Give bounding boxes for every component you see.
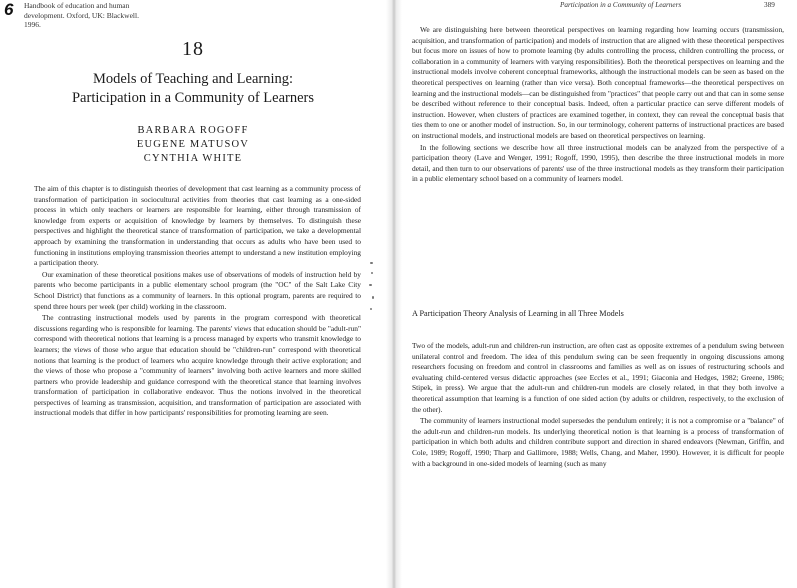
body-paragraph: The contrasting instructional models used by parents in the program correspond with theoretical discussions regarding who is responsible for learning. The parents' views that education should be "adult-run" correspond with theoretical notions that learning is a process managed by experts who transmit knowledge to learners; the views of those who argue that education should be "children-run" correspond with theoretical notions that learning is the product of learners who acquire knowledge through their active exploration; and the views of those who propose a "community of learners" involving both active learners and more skilled partners who provide leadership and guidance correspond with the theoretical stance that learning involves transformation of participation in collaborative endeavor. Thus the notions involved in the theoretical perspectives of learning as transmission, acquisition, and transformation of participation are associated with instructional models that differ in how participants' responsibilities for promoting learning are seen. [34,313,361,418]
running-head: Participation in a Community of Learners [560,1,682,9]
body-paragraph: The aim of this chapter is to distinguish theories of development that cast learning as a community process of transformation of participation in sociocultural activities from theories that cast learning as a one-sided process in which only teachers or learners are responsible for learning, either through transmission of knowledge from experts or acquisition of knowledge by learners by themselves. To distinguish these perspectives and highlight the theoretical stance of transformation of participation, we take a developmental approach by examining the transformation in understanding that occurs as adults who have been used to functioning in institutions employing transmission theories attempt to understand a new institution employing a participation theory. [34,184,361,268]
chapter-title-line: Participation in a Community of Learners [71,90,314,106]
source-citation [24,1,139,30]
author-list [0,124,386,166]
source-line: Handbook of education and human [24,1,130,10]
body-paragraph: Two of the models, adult-run and children-run instruction, are often cast as opposite extremes of a pendulum swing between unilateral control and freedom. The idea of this pendulum swing can be seen frequently in ongoing discussions among researchers focusing on freedom and control in classrooms and families as well as on issues of restructuring schools and evaluating child-centered versus didactic approaches (see Eccles et al., 1991; Giaconia and Hedges, 1982; Greene, 1986; Stipek, in press). We argue that the adult-run and children-run models are closely related, in that they both involve a theoretical assumption that learning is a function of one sided action (by adults or children, respectively, to the exclusion of the other). [412,341,784,414]
source-line: 1996. [24,20,41,29]
author-name: EUGENE MATUSOV [136,139,250,150]
handwritten-page-mark: 6 [4,0,14,19]
body-paragraph: The community of learners instructional model supersedes the pendulum entirely; it is not a compromise or a "balance" of the adult-run and children-run models. Its underlying theoretical notion is that learning is a process of transformation of participation in which both adults and children contribute support and direction in shared endeavors (Newman, Griffin, and Cole, 1989; Rogoff, 1990; Tharp and Gallimore, 1988; Wells, Chang, and Maher, 1990). However, it is difficult for people with a background in one-sided models of learning (such as many [412,416,784,468]
section-heading: A Participation Theory Analysis of Learning in all Three Models [412,309,624,318]
left-body-text [34,184,361,420]
author-name: CYNTHIA WHITE [143,153,243,164]
body-paragraph: In the following sections we describe how all three instructional models can be analyzed from the perspective of a participation theory (Lave and Wenger, 1991; Rogoff, 1990, 1995), then describe the three instructional models in more detail, and then turn to our observations of parents' use of the three instructional models as they transform their participation in a public elementary school based on a community of learners model. [412,142,784,184]
book-gutter [386,0,402,588]
chapter-title [0,70,386,108]
right-body-text-bottom [412,341,784,470]
scan-speck [370,308,372,310]
chapter-title-line: Models of Teaching and Learning: [92,71,294,87]
scan-speck [369,284,372,286]
page-number: 389 [764,1,775,9]
scan-speck [371,272,373,274]
author-name: BARBARA ROGOFF [137,125,249,136]
source-line: development. Oxford, UK: Blackwell. [24,10,139,20]
scan-speck [372,296,374,299]
body-paragraph: Our examination of these theoretical positions makes use of observations of models of instruction held by parents who become participants in a public elementary school program (the "OC" of the Salt Lake City School District) that functions as a community of learners. In this optional program, parents are required to spend three hours per week (per child) working in the classroom. [34,269,361,311]
chapter-number: 18 [182,38,204,60]
body-paragraph: We are distinguishing here between theoretical perspectives on learning regarding how learning occurs (transmission, acquisition, and transformation of participation) and models of instruction that are aligned with these theoretical perspectives but focus more on issues of how to promote learning (by adults controlling the process, children controlling the process, or collaboration in a community of learners with varying responsibilities). Both the theoretical perspectives on learning and the instructional models involve coherent conceptual frameworks, although the instructional models can be seen as based on the theoretical perspectives on learning (rather than vice versa). Both conceptual frameworks—the theoretical perspectives on learning and the instructional models—can be distinguished from "practices" that people carry out and that can in some sense be described without reference to their conceptual basis. Indeed, often a particular practice can serve different models of instruction. However, when clusters of practices are examined together, in context, they can reveal the conceptual basis that ties them to one or another model of instruction. So, in our terminology, coherent patterns of instructional practices are based on instructional models, and instructional models are based on theoretical perspectives on learning. [412,25,784,140]
scan-speck [370,262,373,264]
right-body-text-top [412,25,784,186]
